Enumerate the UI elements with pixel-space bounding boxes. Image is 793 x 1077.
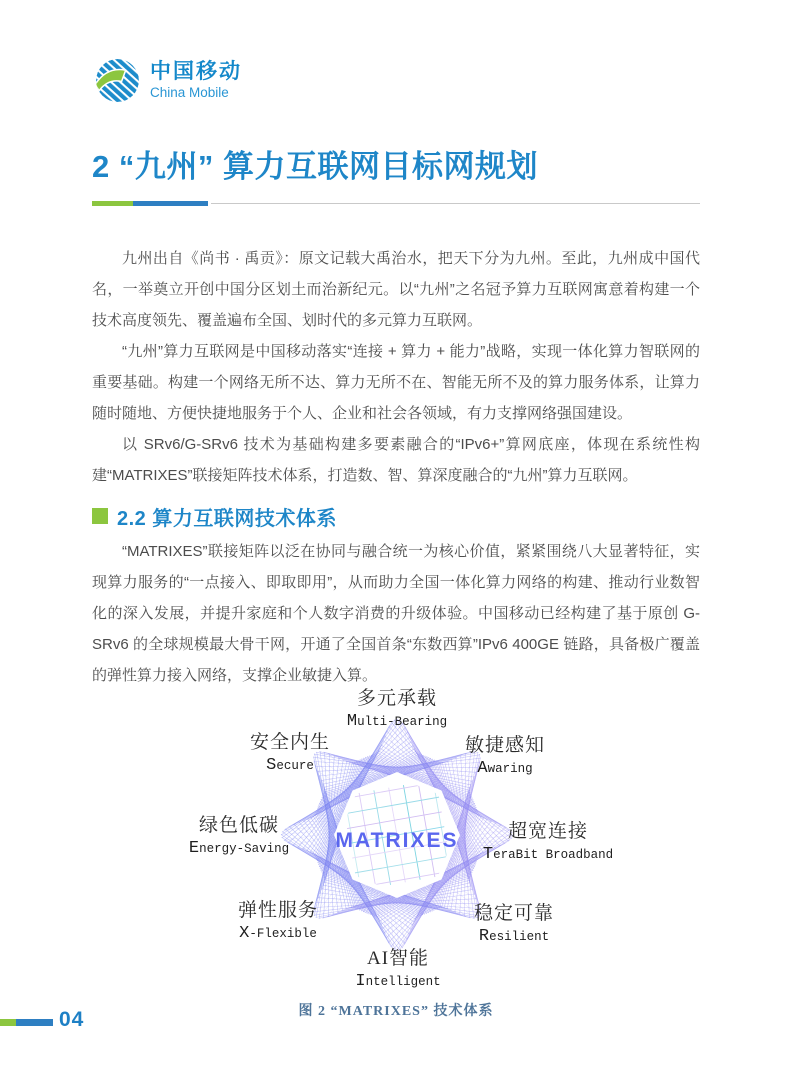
diagram-label-intelligent — [355, 948, 440, 990]
section-marker-icon — [92, 508, 108, 524]
label-cn: 弹性服务 — [237, 900, 319, 921]
label-cn: AI智能 — [366, 948, 430, 969]
diagram-label-resilient — [474, 903, 554, 945]
footer-green-segment — [0, 1019, 16, 1026]
diagram-label-secure — [250, 732, 330, 774]
label-cn: 多元承载 — [356, 688, 437, 709]
title-underline — [92, 201, 700, 206]
label-en: TeraBit Broadband — [482, 845, 614, 864]
label-en: Resilient — [478, 927, 550, 946]
logo-text-en: China Mobile — [150, 85, 229, 100]
matrixes-wordmark: MATRIXES — [335, 829, 459, 852]
footer-blue-segment — [16, 1019, 53, 1026]
page-content — [92, 0, 700, 1027]
label-en: Intelligent — [355, 972, 441, 991]
label-cn: 绿色低碳 — [198, 815, 279, 836]
section-heading-row — [92, 503, 700, 529]
section-title: 2.2 算力互联网技术体系 — [117, 507, 337, 530]
paragraph-3: 以 SRv6/G-SRv6 技术为基础构建多要素融合的“IPv6+”算网底座，体现在系统性构建“MATRIXES”联接矩阵技术体系，打造数、智、算深度融合的“九州”算力互联网。 — [92, 436, 700, 484]
label-cn: 敏捷感知 — [464, 735, 546, 756]
figure-caption: 图 2 “MATRIXES” 技术体系 — [298, 1004, 494, 1019]
chapter-title: 2 “九州” 算力互联网目标网规划 — [92, 149, 538, 184]
logo-text-cn: 中国移动 — [150, 60, 242, 83]
label-en: Awaring — [477, 759, 533, 778]
underline-blue-segment — [133, 201, 208, 206]
footer-bars — [0, 1019, 53, 1026]
label-en: Secure — [266, 756, 314, 775]
diagram-label-awaring — [465, 735, 545, 777]
diagram-label-terabit-broadband — [483, 821, 613, 863]
label-cn: 超宽连接 — [507, 821, 589, 842]
label-en: Energy-Saving — [188, 839, 290, 858]
section-paragraph: “MATRIXES”联接矩阵以泛在协同与融合统一为核心价值，紧紧围绕八大显著特征，实现算力服务的“一点接入、即取即用”，从而助力全国一体化算力网络的构建、推动行业数智化的深入发展，并提升家庭和个人数字消费的升级体验。中国移动已经构建了基于原创 G-SRv6 的全球规模最大骨干网，开通了全国首条“东数西算”IPv6 400GE 链路，具备极广覆盖的弹性算力接入网络，支撑企业敏捷入算。 — [92, 543, 700, 684]
paragraph-1: 九州出自《尚书 · 禹贡》：原文记载大禹治水，把天下分为九州。至此，九州成中国代名，一举奠立开创中国分区划土而治新纪元。以“九州”之名冠予算力互联网寓意着构建一个技术高度领先、覆盖遍布全国、划时代的多元算力互联网。 — [92, 250, 700, 329]
china-mobile-logo-icon — [94, 57, 141, 104]
label-en: X-Flexible — [239, 924, 317, 943]
diagram-label-energy-saving — [189, 815, 289, 857]
paragraph-2: “九州”算力互联网是中国移动落实“连接 + 算力 + 能力”战略，实现一体化算力智联网的重要基础。构建一个网络无所不达、算力无所不在、智能无所不及的算力服务体系，让算力随时随地、方便快捷地服务于个人、企业和社会各领域，有力支撑网络强国建设。 — [92, 343, 700, 422]
label-cn: 稳定可靠 — [473, 903, 555, 924]
page-number: 04 — [59, 1008, 85, 1031]
diagram-label-multi-bearing — [347, 688, 447, 730]
label-cn: 安全内生 — [249, 732, 331, 753]
label-en: Multi-Bearing — [346, 712, 448, 731]
china-mobile-logo — [94, 57, 242, 104]
matrixes-diagram — [176, 688, 616, 1027]
diagram-label-x-flexible — [238, 900, 318, 942]
underline-green-segment — [92, 201, 133, 206]
underline-rule — [211, 203, 700, 204]
